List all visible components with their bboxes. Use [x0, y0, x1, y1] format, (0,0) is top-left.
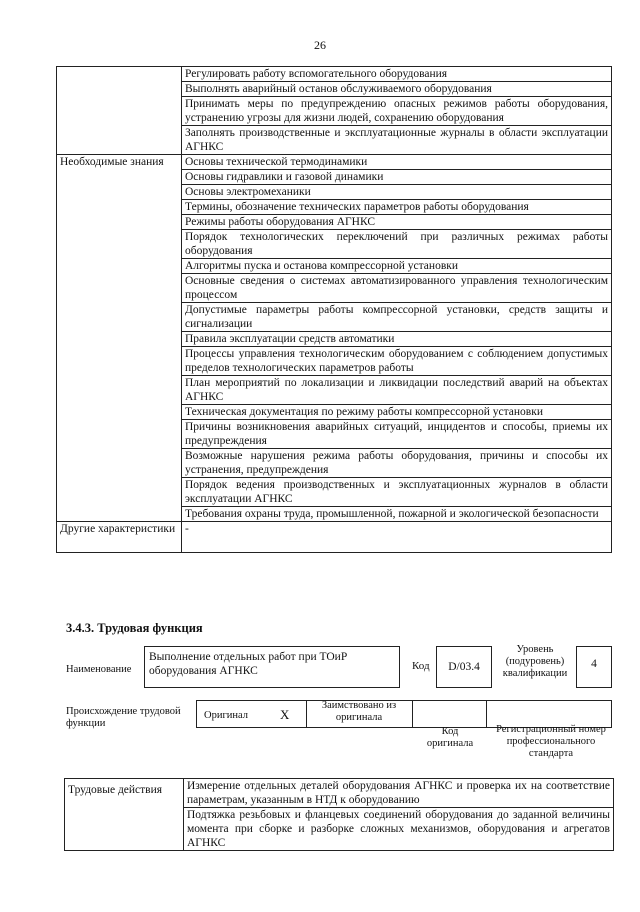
level-value: 4 [576, 646, 612, 688]
table-cell: Основы технической термодинамики [182, 155, 612, 170]
divider [412, 700, 413, 728]
table-cell: Подтяжка резьбовых и фланцевых соединений оборудования до заданной величины момента при сборке и разборке сложных механизмов, оборудования и агрегатов АГНКС [184, 808, 614, 851]
code-label: Код [412, 660, 430, 672]
table-cell: Алгоритмы пуска и останова компрессорной установки [182, 259, 612, 274]
name-label: Наименование [66, 664, 132, 675]
name-value: Выполнение отдельных работ при ТОиР оборудования АГНКС [144, 646, 400, 688]
table-cell: Измерение отдельных деталей оборудования АГНКС и проверка их на соответствие параметрам, указанным в НТД к оборудованию [184, 779, 614, 808]
code-value: D/03.4 [436, 646, 492, 688]
table-cell: План мероприятий по локализации и ликвидации последствий аварий на объектах АГНКС [182, 376, 612, 405]
table-cell: Режимы работы оборудования АГНКС [182, 215, 612, 230]
table-cell: Выполнять аварийный останов обслуживаемого оборудования [182, 82, 612, 97]
table-row [65, 779, 614, 808]
table-cell: Допустимые параметры работы компрессорной установки, средств защиты и сигнализации [182, 303, 612, 332]
table-cell: Порядок ведения производственных и эксплуатационных журналов в области эксплуатации АГНКС [182, 478, 612, 507]
labor-actions-label: Трудовые действия [65, 779, 184, 851]
table-cell: Регулировать работу вспомогательного оборудования [182, 67, 612, 82]
table-cell: Заполнять производственные и эксплуатационные журналы в области эксплуатации АГНКС [182, 126, 612, 155]
table-cell: Основные сведения о системах автоматизированного управления технологическим процессом [182, 274, 612, 303]
table-cell: Возможные нарушения режима работы оборудования, причины и способы их устранения, предупреждения [182, 449, 612, 478]
section-title: 3.4.3. Трудовая функция [66, 621, 203, 635]
reg-number-label: Регистрационный номер профессионального стандарта [496, 724, 606, 759]
table-cell: Основы электромеханики [182, 185, 612, 200]
original-mark: X [280, 707, 290, 722]
other-value: - [182, 522, 612, 553]
page-number: 26 [314, 38, 326, 52]
skills-knowledge-table [56, 66, 612, 553]
table-cell: Причины возникновения аварийных ситуаций, инцидентов и способы, приемы их предупреждения [182, 420, 612, 449]
borrowed-label: Заимствовано из оригинала [321, 700, 397, 723]
original-label: Оригинал [204, 710, 248, 721]
labor-actions-table [64, 778, 614, 851]
divider [486, 700, 487, 728]
code-original-label: Код оригинала [426, 726, 474, 749]
level-label: Уровень (подуровень) квалификации [502, 644, 568, 679]
table-cell: Правила эксплуатации средств автоматики [182, 332, 612, 347]
table-row [57, 522, 612, 553]
divider [306, 700, 307, 728]
table-cell: Принимать меры по предупреждению опасных режимов работы оборудования, устранению угрозы для жизни людей, сохранению оборудования [182, 97, 612, 126]
row-label-empty [57, 67, 182, 155]
knowledge-label: Необходимые знания [57, 155, 182, 522]
other-label: Другие характеристики [57, 522, 182, 553]
table-row [57, 67, 612, 82]
table-row [57, 155, 612, 170]
table-cell: Термины, обозначение технических параметров работы оборудования [182, 200, 612, 215]
table-cell: Техническая документация по режиму работы компрессорной установки [182, 405, 612, 420]
table-cell: Основы гидравлики и газовой динамики [182, 170, 612, 185]
origin-label: Происхождение трудовой функции [66, 706, 181, 729]
table-cell: Требования охраны труда, промышленной, пожарной и экологической безопасности [182, 507, 612, 522]
table-cell: Процессы управления технологическим оборудованием с соблюдением допустимых пределов технологических параметров работы [182, 347, 612, 376]
table-cell: Порядок технологических переключений при различных режимах работы оборудования [182, 230, 612, 259]
